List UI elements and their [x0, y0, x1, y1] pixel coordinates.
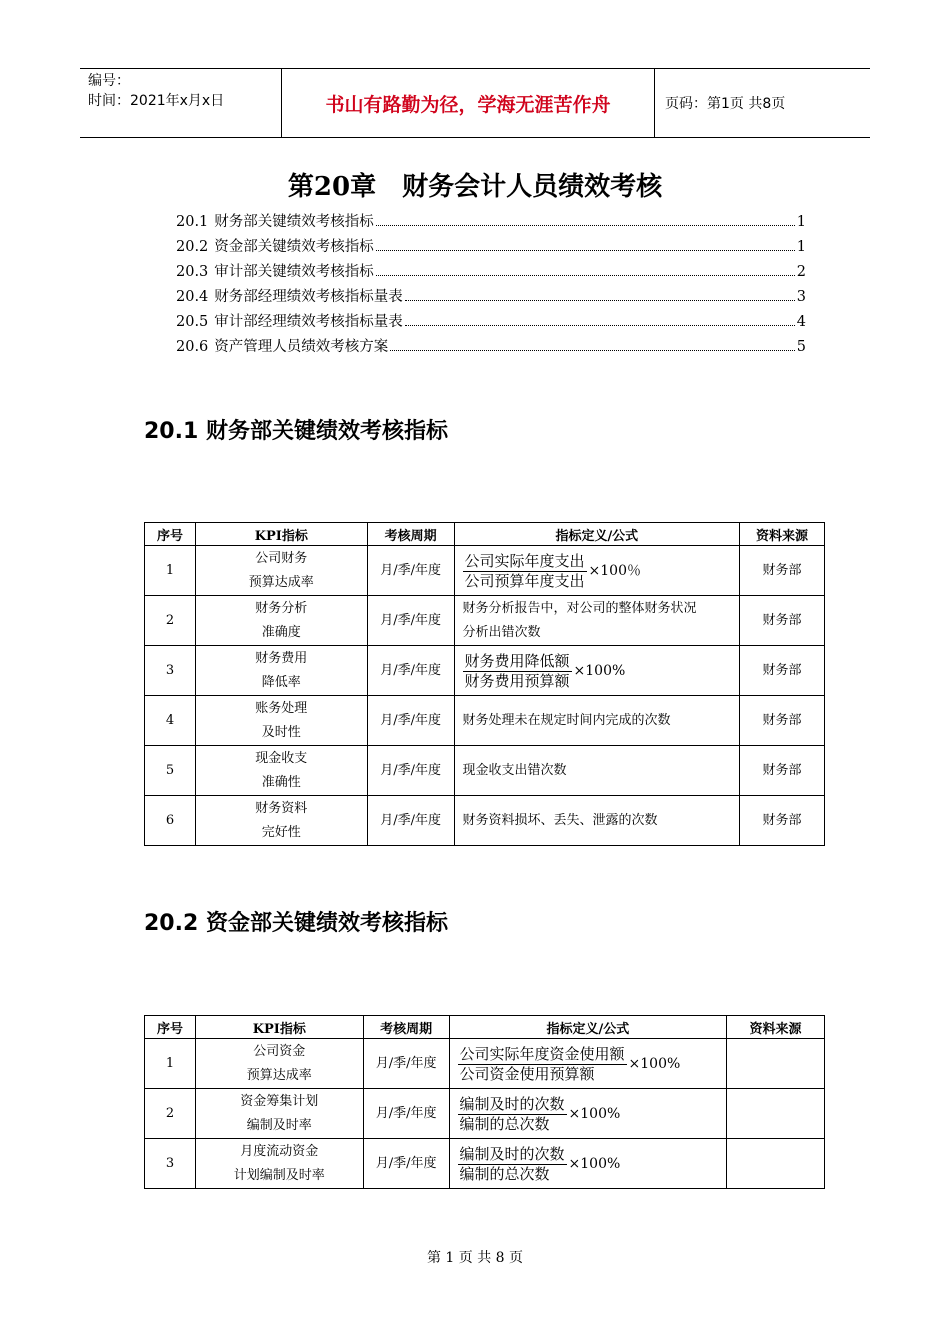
- toc-page: 3: [796, 289, 806, 305]
- kpi-line: 预算达成率: [248, 574, 314, 590]
- toc-leader: [376, 275, 795, 276]
- toc-leader: [405, 325, 795, 326]
- kpi-line: 月度流动资金: [240, 1143, 319, 1159]
- formula-numerator: 公司实际年度支出: [464, 551, 585, 570]
- toc-page: 4: [796, 314, 806, 330]
- section-title-20-1: 20.1 财务部关键绩效考核指标: [144, 419, 448, 444]
- formula-multiplier: ×100%: [568, 1156, 621, 1172]
- toc-leader: [390, 350, 794, 351]
- toc-text: 资金部关键绩效考核指标: [214, 239, 374, 255]
- cell-formula: [449, 1039, 727, 1089]
- col-header: 指标定义/公式: [449, 1016, 727, 1039]
- kpi-line: 公司财务: [255, 550, 308, 566]
- toc-leader: [405, 300, 795, 301]
- formula: [463, 652, 626, 691]
- table-row: [145, 1089, 825, 1139]
- cell-definition: 现金收支出错次数: [454, 746, 740, 796]
- cell-cycle: 月/季/年度: [367, 696, 454, 746]
- cell-cycle: 月/季/年度: [367, 596, 454, 646]
- kpi-line: 编制及时率: [246, 1117, 312, 1133]
- cell-cycle: 月/季/年度: [363, 1089, 449, 1139]
- cell-source: 财务部: [740, 646, 825, 696]
- table-row: [145, 696, 825, 746]
- cell-source: 财务部: [740, 796, 825, 846]
- cell-cycle: 月/季/年度: [367, 796, 454, 846]
- chapter-title: 第20章 财务会计人员绩效考核: [287, 172, 663, 202]
- kpi-line: 财务分析: [255, 600, 308, 616]
- kpi-line: 预算达成率: [246, 1067, 312, 1083]
- cell-source: 财务部: [740, 596, 825, 646]
- table-row: [145, 1039, 825, 1089]
- cell-kpi: [195, 696, 367, 746]
- cell-no: 3: [145, 1139, 196, 1189]
- kpi-line: 及时性: [261, 724, 301, 740]
- toc-number: 20.4: [176, 289, 209, 305]
- formula-numerator: 编制及时的次数: [459, 1094, 565, 1113]
- col-header: 指标定义/公式: [454, 523, 740, 546]
- cell-no: 6: [145, 796, 196, 846]
- page-footer: 第 1 页 共 8 页: [426, 1250, 524, 1266]
- toc-text: 财务部关键绩效考核指标: [214, 214, 374, 230]
- formula: [458, 1145, 621, 1184]
- cell-no: 3: [145, 646, 196, 696]
- formula-numerator: 编制及时的次数: [459, 1144, 565, 1163]
- kpi-line: 准确度: [261, 624, 301, 640]
- toc-number: 20.2: [176, 239, 209, 255]
- toc-text: 审计部经理绩效考核指标量表: [214, 314, 403, 330]
- toc-entry[interactable]: [176, 260, 806, 285]
- toc-number: 20.6: [176, 339, 209, 355]
- formula-multiplier: ×100%: [573, 663, 626, 679]
- kpi-line: 降低率: [261, 674, 301, 690]
- cell-source: [727, 1039, 825, 1089]
- cell-kpi: [195, 646, 367, 696]
- cell-kpi: [195, 796, 367, 846]
- toc-text: 财务部经理绩效考核指标量表: [214, 289, 403, 305]
- cell-no: 1: [145, 1039, 196, 1089]
- cell-kpi: [195, 1139, 363, 1189]
- cell-formula: [449, 1139, 727, 1189]
- definition-line: 财务分析报告中，对公司的整体财务状况: [462, 600, 697, 616]
- formula-denominator: 公司资金使用预算额: [459, 1064, 595, 1083]
- formula-numerator: 公司实际年度资金使用额: [459, 1044, 625, 1063]
- cell-no: 5: [145, 746, 196, 796]
- toc-leader: [376, 250, 795, 251]
- kpi-line: 公司资金: [253, 1043, 306, 1059]
- toc-entry[interactable]: [176, 210, 806, 235]
- toc-page: 2: [796, 264, 806, 280]
- cell-formula: [454, 546, 740, 596]
- kpi-line: 计划编制及时率: [233, 1167, 325, 1183]
- col-header: KPI指标: [195, 523, 367, 546]
- formula-numerator: 财务费用降低额: [464, 651, 570, 670]
- cell-kpi: [195, 546, 367, 596]
- cell-no: 1: [145, 546, 196, 596]
- formula: [458, 1045, 681, 1084]
- toc-page: 1: [796, 239, 806, 255]
- table-header-row: [145, 1016, 825, 1039]
- page-header: [80, 68, 870, 138]
- col-header: 资料来源: [727, 1016, 825, 1039]
- cell-definition: 财务处理未在规定时间内完成的次数: [454, 696, 740, 746]
- table-row: [145, 646, 825, 696]
- kpi-line: 账务处理: [255, 700, 308, 716]
- table-row: [145, 596, 825, 646]
- cell-no: 2: [145, 1089, 196, 1139]
- kpi-line: 准确性: [261, 774, 301, 790]
- header-number: 编号：: [88, 73, 130, 89]
- table-row: [145, 746, 825, 796]
- col-header: 序号: [145, 1016, 196, 1039]
- toc-entry[interactable]: [176, 235, 806, 260]
- cell-cycle: 月/季/年度: [367, 546, 454, 596]
- cell-source: [727, 1089, 825, 1139]
- kpi-line: 现金收支: [255, 750, 308, 766]
- table-row: [145, 796, 825, 846]
- table-row: [145, 546, 825, 596]
- formula: [458, 1095, 621, 1134]
- kpi-line: 财务费用: [255, 650, 308, 666]
- kpi-line: 财务资料: [255, 800, 308, 816]
- kpi-line: 资金筹集计划: [240, 1093, 319, 1109]
- col-header: 考核周期: [367, 523, 454, 546]
- table-header-row: [145, 523, 825, 546]
- formula-denominator: 公司预算年度支出: [464, 571, 585, 590]
- toc-number: 20.3: [176, 264, 209, 280]
- col-header: 序号: [145, 523, 196, 546]
- formula-denominator: 编制的总次数: [459, 1114, 550, 1133]
- cell-source: 财务部: [740, 746, 825, 796]
- kpi-line: 完好性: [261, 824, 301, 840]
- cell-definition: [454, 596, 740, 646]
- cell-source: 财务部: [740, 546, 825, 596]
- cell-source: [727, 1139, 825, 1189]
- toc-number: 20.1: [176, 214, 209, 230]
- cell-kpi: [195, 1089, 363, 1139]
- toc-entry[interactable]: [176, 285, 806, 310]
- cell-definition: 财务资料损坏、丢失、泄露的次数: [454, 796, 740, 846]
- cell-cycle: 月/季/年度: [367, 646, 454, 696]
- header-motto: 书山有路勤为径，学海无涯苦作舟: [282, 69, 655, 137]
- toc-entry[interactable]: [176, 335, 806, 360]
- cell-cycle: 月/季/年度: [363, 1039, 449, 1089]
- toc-entry[interactable]: [176, 310, 806, 335]
- formula: [463, 552, 641, 591]
- header-page-info: 页码：第1页 共8页: [665, 96, 786, 112]
- header-meta: [80, 69, 282, 137]
- toc-text: 审计部关键绩效考核指标: [214, 264, 374, 280]
- toc-page: 5: [796, 339, 806, 355]
- formula-denominator: 编制的总次数: [459, 1164, 550, 1183]
- cell-no: 2: [145, 596, 196, 646]
- formula-multiplier: ×100％: [588, 563, 641, 579]
- cell-no: 4: [145, 696, 196, 746]
- cell-source: 财务部: [740, 696, 825, 746]
- col-header: KPI指标: [195, 1016, 363, 1039]
- header-time: 时间：2021年x月x日: [88, 93, 225, 109]
- section-title-20-2: 20.2 资金部关键绩效考核指标: [144, 911, 448, 936]
- formula-multiplier: ×100%: [628, 1056, 681, 1072]
- formula-denominator: 财务费用预算额: [464, 671, 570, 690]
- col-header: 资料来源: [740, 523, 825, 546]
- table-row: [145, 1139, 825, 1189]
- cell-cycle: 月/季/年度: [367, 746, 454, 796]
- formula-multiplier: ×100%: [568, 1106, 621, 1122]
- cell-kpi: [195, 1039, 363, 1089]
- cell-formula: [454, 646, 740, 696]
- table-of-contents: [176, 210, 806, 360]
- cell-kpi: [195, 746, 367, 796]
- cell-formula: [449, 1089, 727, 1139]
- cell-kpi: [195, 596, 367, 646]
- toc-page: 1: [796, 214, 806, 230]
- definition-line: 分析出错次数: [462, 624, 541, 640]
- cell-cycle: 月/季/年度: [363, 1139, 449, 1189]
- toc-number: 20.5: [176, 314, 209, 330]
- finance-kpi-table: [144, 522, 825, 846]
- toc-text: 资产管理人员绩效考核方案: [214, 339, 389, 355]
- toc-leader: [376, 225, 795, 226]
- col-header: 考核周期: [363, 1016, 449, 1039]
- fund-kpi-table: [144, 1015, 825, 1189]
